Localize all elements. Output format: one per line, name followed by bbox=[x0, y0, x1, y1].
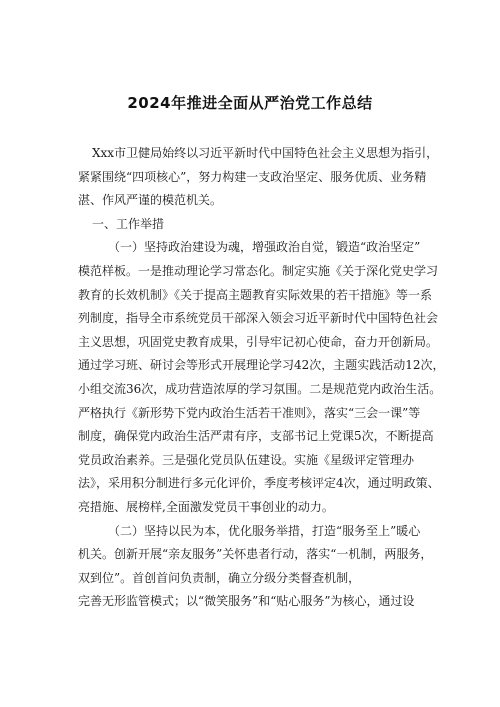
paragraph-line: 教育的长效机制》《关于提高主题教育实际效果的若干措施》等一系 bbox=[78, 287, 433, 302]
paragraph-line: 制度，确保党内政治生活严肃有序，支部书记上党课5次，不断提高 bbox=[78, 429, 434, 444]
paragraph-line: 法》，采用积分制进行多元化评价，季度考核评定4次，通过明政策、 bbox=[78, 476, 440, 491]
paragraph-line: 机关。创新开展“亲友服务”关怀患者行动，落实“一机制，两服务， bbox=[78, 547, 433, 562]
paragraph-line: 完善无形监管模式；以“微笑服务”和“贴心服务”为核心，通过设 bbox=[78, 594, 415, 609]
subsection-heading: （二）坚持以民为本，优化服务举措，打造“服务至上”暖心 bbox=[108, 523, 421, 538]
paragraph-line: Xxx市卫健局始终以习近平新时代中国特色社会主义思想为指引， bbox=[92, 146, 439, 160]
paragraph-line: 严格执行《新形势下党内政治生活若干准则》，落实“三会一课”等 bbox=[78, 405, 421, 420]
document-body bbox=[78, 142, 448, 614]
paragraph-line: 小组交流36次，成功营造浓厚的学习氛围。二是规范党内政治生活。 bbox=[78, 381, 442, 396]
section-heading: 一、工作举措 bbox=[92, 216, 165, 231]
paragraph-line: 通过学习班、研讨会等形式开展理论学习42次，主题实践活动12次， bbox=[78, 358, 445, 373]
paragraph-line: 党员政治素养。三是强化党员队伍建设。实施《星级评定管理办 bbox=[78, 452, 415, 467]
paragraph-line: 列制度，指导全市系统党员干部深入领会习近平新时代中国特色社会 bbox=[78, 311, 439, 326]
paragraph-line: 双到位”。首创首问负责制，确立分级分类督查机制， bbox=[78, 570, 361, 585]
subsection-heading: （一）坚持政治建设为魂，增强政治自觉，锻造“政治坚定” bbox=[108, 240, 421, 255]
paragraph-line: 湛、作风严谨的模范机关。 bbox=[78, 193, 223, 208]
paragraph-line: 主义思想，巩固党史教育成果，引导牢记初心使命，奋力开创新局。 bbox=[78, 334, 439, 349]
paragraph-line: 紧紧围绕“四项核心”，努力构建一支政治坚定、服务优质、业务精 bbox=[78, 169, 427, 184]
paragraph-line: 模范样板。一是推动理论学习常态化。制定实施《关于深化党史学习 bbox=[78, 263, 439, 278]
paragraph-line: 亮措施、展榜样,全面激发党员干事创业的动力。 bbox=[78, 499, 334, 514]
document-title: 2024年推进全面从严治党工作总结 bbox=[127, 94, 373, 112]
